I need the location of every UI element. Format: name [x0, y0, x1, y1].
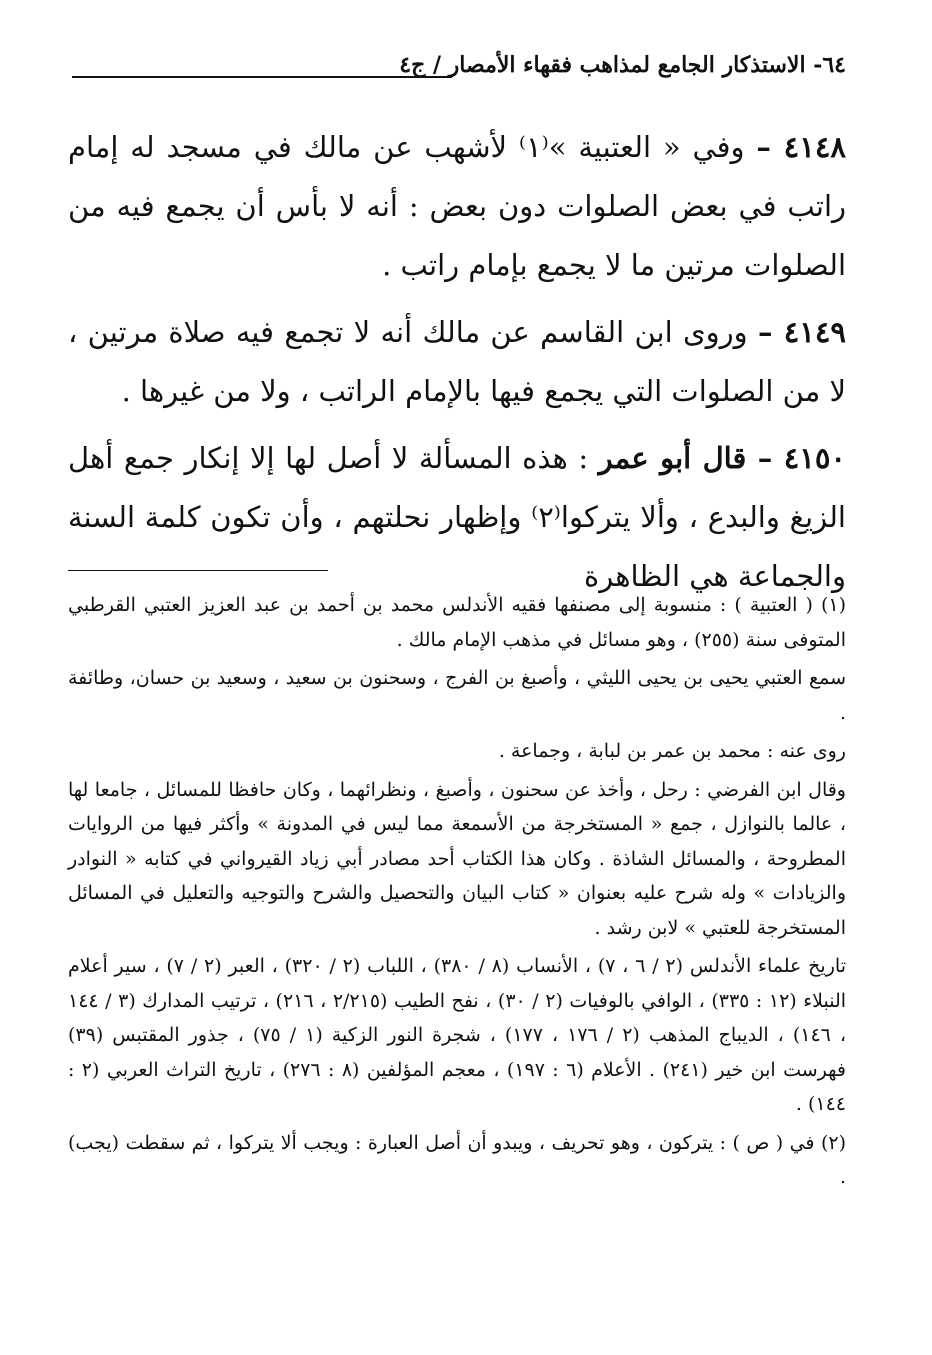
paragraph-text: : هذه المسألة لا أصل لها إلا إنكار جمع أهل الزيغ والبدع ، وألا يتركوا⁽٢⁾ وإظهار نحلتهم ، وأن تكون كلمة السنة والجماعة هي الظاهرة [68, 441, 846, 593]
paragraph-number: ٤١٤٩ – [757, 315, 846, 349]
footnote-1-narrators: روى عنه : محمد بن عمر بن لبابة ، وجماعة . [498, 740, 846, 762]
paragraph-number: ٤١٤٨ – [756, 130, 846, 164]
footnote-1-students: سمع العتبي يحيى بن يحيى الليثي ، وأصبغ بن الفرج ، وسحنون بن سعيد ، وسعيد بن حسان، وطائفة . [68, 667, 846, 724]
paragraph-4148 [68, 118, 846, 295]
paragraph-number: ٤١٥٠ – [757, 441, 846, 475]
speaker-lead: قال أبو عمر [598, 441, 758, 475]
footnote-1-sources: تاريخ علماء الأندلس (٢ / ٦ ، ٧) ، الأنساب (٨ / ٣٨٠) ، اللباب (٢ / ٣٢٠) ، العبر (٢ / ٧) ، سير أعلام النبلاء (١٢ : ٣٣٥) ، الوافي بالوفيات (٢ / ٣٠) ، نفح الطيب (٢/٢١٥ ، ٢١٦) ، ترتيب المدارك (٣ / ١٤٤ ، ١٤٦) ، الديباج المذهب (٢ / ١٧٦ ، ١٧٧) ، شجرة النور الزكية (١ / ٧٥) ، جذور المقتبس (٣٩) فهرست ابن خير (٢٤١) . الأعلام (٦ : ١٩٧) ، معجم المؤلفين (٨ : ٢٧٦) ، تاريخ التراث العربي (٢ : ١٤٤) . [68, 955, 847, 1115]
header-title: ٦٤- الاستذكار الجامع لمذاهب فقهاء الأمصار / ج٤ [399, 52, 846, 78]
header-rule [72, 76, 452, 78]
main-text [68, 118, 846, 606]
footnote-separator [68, 570, 328, 571]
paragraph-text: وروى ابن القاسم عن مالك أنه لا تجمع فيه صلاة مرتين ، لا من الصلوات التي يجمع فيها بالإمام الراتب ، ولا من غيرها . [68, 315, 846, 408]
running-header [72, 52, 846, 88]
footnote-2: (٢) في ( ص ) : يتركون ، وهو تحريف ، ويبدو أن أصل العبارة : ويجب ألا يتركوا ، ثم سقطت (يجب) . [68, 1131, 846, 1188]
paragraph-text: وفي « العتبية »⁽١⁾ لأشهب عن مالك في مسجد له إمام راتب في بعض الصلوات دون بعض : أنه لا بأس أن يجمع فيه من الصلوات مرتين ما لا يجمع بإمام راتب . [68, 130, 846, 282]
footnotes [68, 588, 846, 1195]
paragraph-4149 [68, 303, 846, 421]
footnote-1: (١) ( العتبية ) : منسوبة إلى مصنفها فقيه الأندلس محمد بن أحمد بن عبد العزيز العتبي القرطبي المتوفى سنة (٢٥٥) ، وهو مسائل في مذهب الإمام مالك . [68, 594, 846, 651]
paragraph-4150 [68, 429, 846, 606]
footnote-1-biography: وقال ابن الفرضي : رحل ، وأخذ عن سحنون ، وأصبغ ، ونظرائهما ، وكان حافظا للمسائل ، جامعا لها ، عالما بالنوازل ، جمع « المستخرجة من الأسمعة مما ليس في المدونة » وأكثر فيها من الروايات المطروحة ، والمسائل الشاذة . وكان هذا الكتاب أحد مصادر أبي زياد القيرواني في كتابه « النوادر والزيادات » وله شرح عليه بعنوان « كتاب البيان والتحصيل والشرح والتوجيه والتعليل في المسائل المستخرجة للعتبي » لابن رشد . [68, 778, 846, 939]
